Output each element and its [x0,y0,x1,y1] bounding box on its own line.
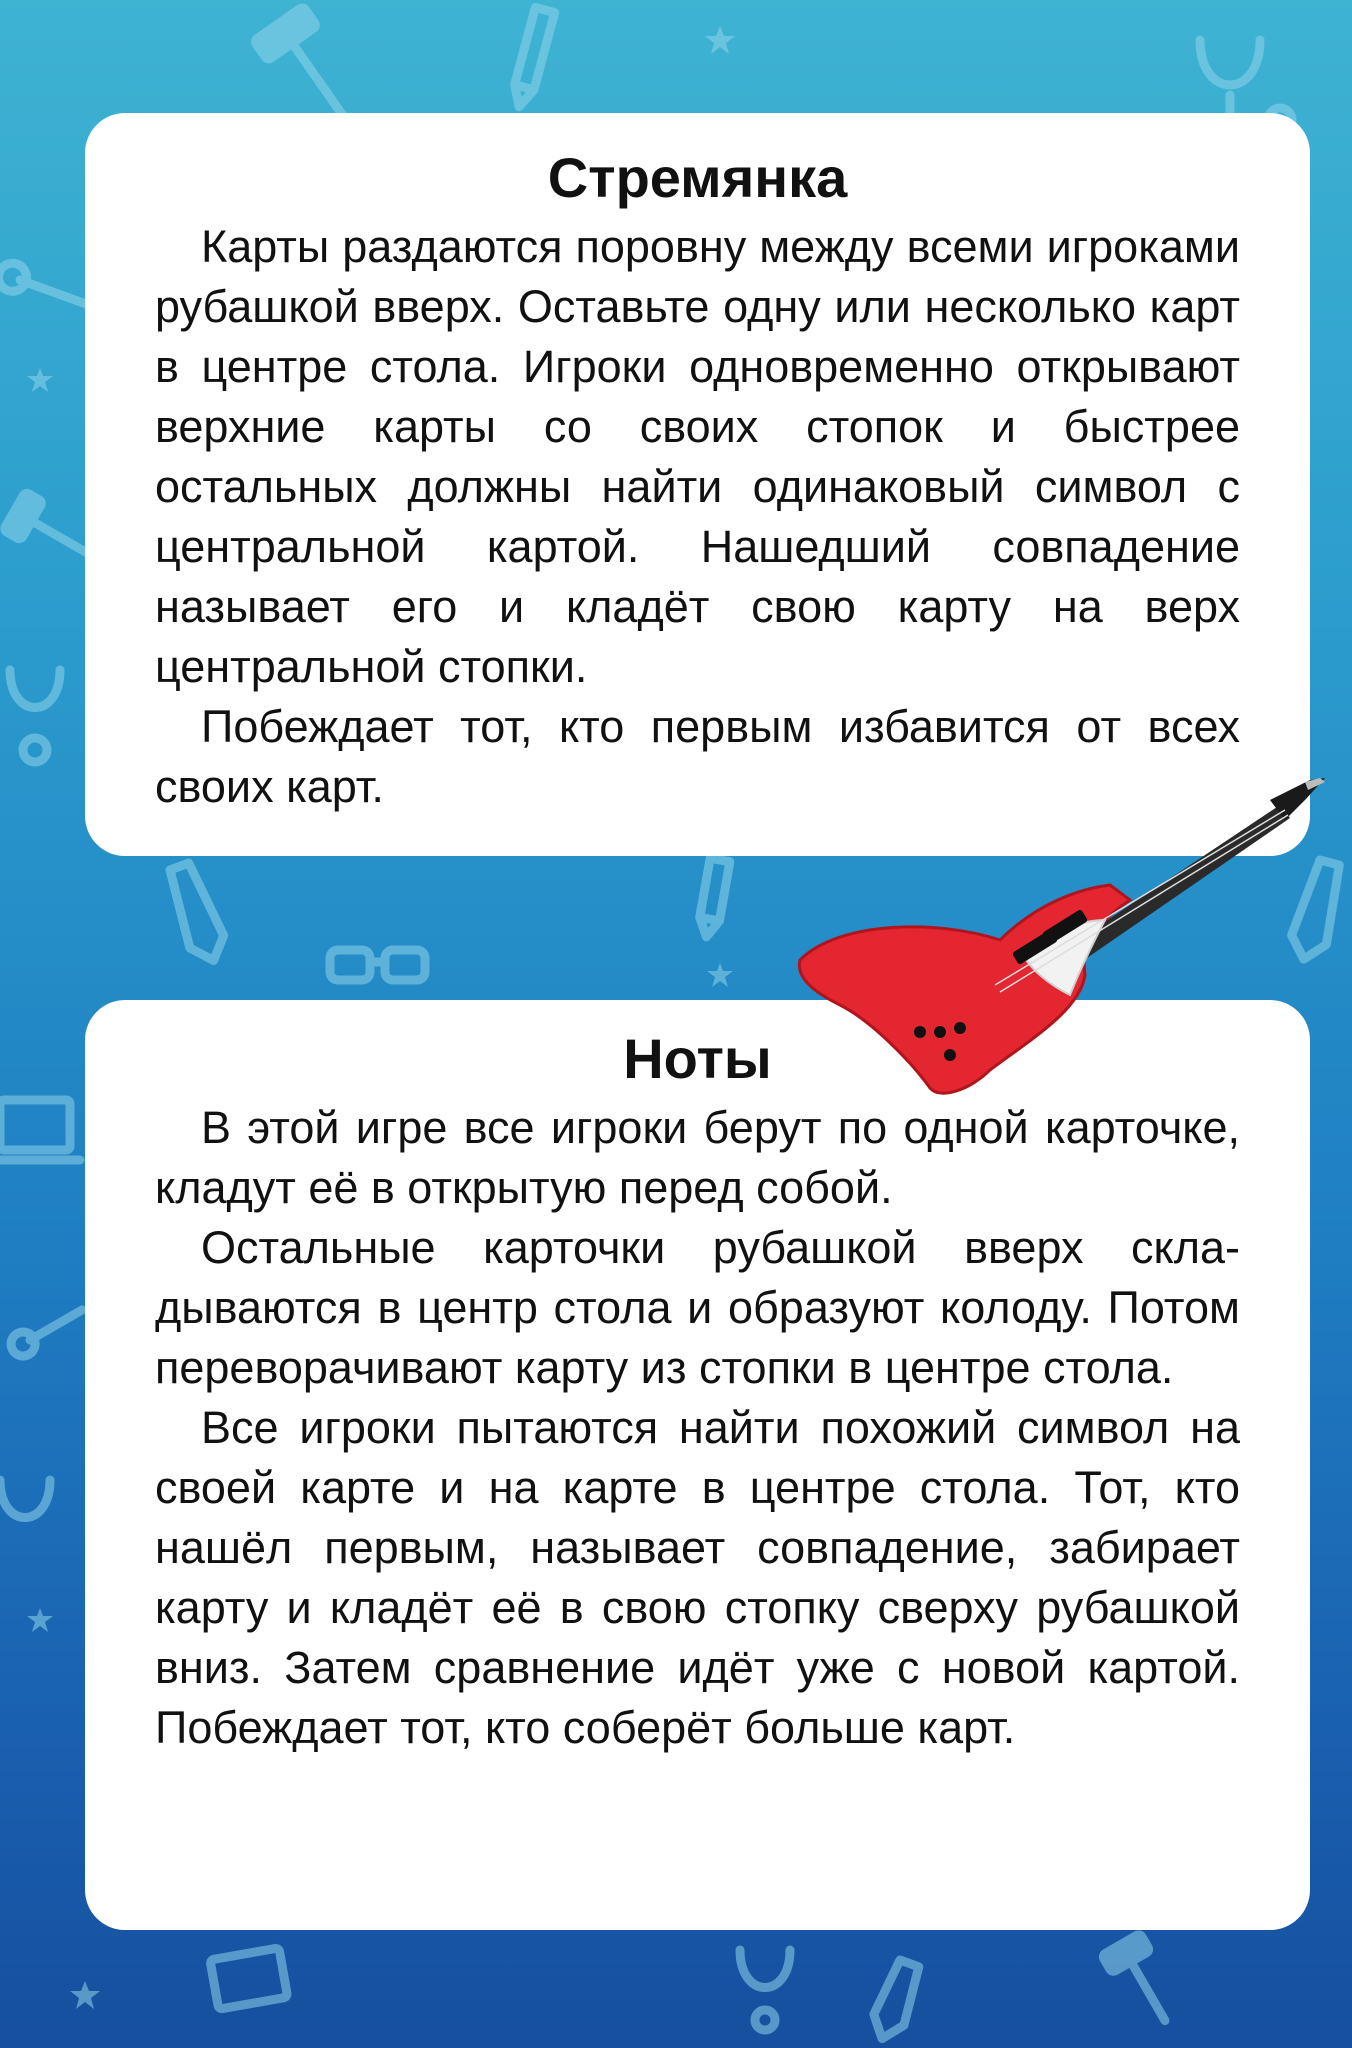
stethoscope-icon [0,1480,50,1518]
star-icon [27,368,53,392]
rules-paragraph: Остальные карточки рубашкой вверх складываются в центр стола и образуют колоду. Потом переворачивают карту из стопки в центре стола. [155,1222,1240,1393]
glasses-icon [330,950,425,980]
rules-card-noty [85,1000,1310,1930]
rules-paragraph: Все игроки пытаются найти похожий символ на своей карте и на карте в центре стола. Тот, кто нашёл первым, называет совпадение, забирает карту и кладёт её в свою стопку сверху рубашкой вниз. Затем сравнение идёт уже с новой картой. Побеждает тот, кто соберёт больше карт. [155,1402,1240,1753]
rules-paragraph: В этой игре все игроки берут по одной карточке, кладут её в открытую перед собой. [155,1102,1240,1213]
hammer-icon [1102,1933,1184,2031]
section-title: Ноты [623,1027,772,1090]
star-icon [70,1981,100,2009]
rules-paragraph: Карты раздаются поровну между всеми игроками рубашкой вверх. Оставьте одну или несколько карт в центре стола. Игроки одновременно открывают верхние карты со своих стопок и быстрее остальных должны найти одинаковый символ с центральной картой. Нашедший совпадение называет его и кладёт свою карту на верх центральной стопки. [155,221,1240,692]
wrench-icon [7,1300,88,1361]
wrench-icon [0,259,91,317]
laptop-icon [0,1100,80,1160]
pencil-icon [697,858,730,938]
section-title: Стремянка [547,146,848,209]
stethoscope-icon [740,1950,790,2030]
electric-guitar-icon [780,770,1340,1110]
star-icon [27,1608,53,1632]
star-icon [705,26,735,54]
rules-paragraph: Побеждает тот, кто первым избавится от всех своих карт. [155,701,1240,812]
laptop-icon [210,1948,288,2009]
stethoscope-icon [10,670,60,762]
tie-icon [867,1958,924,2044]
star-icon [707,963,733,987]
rules-card-stremyanka [85,113,1310,856]
tie-icon [162,860,230,966]
pencil-icon [509,7,554,109]
